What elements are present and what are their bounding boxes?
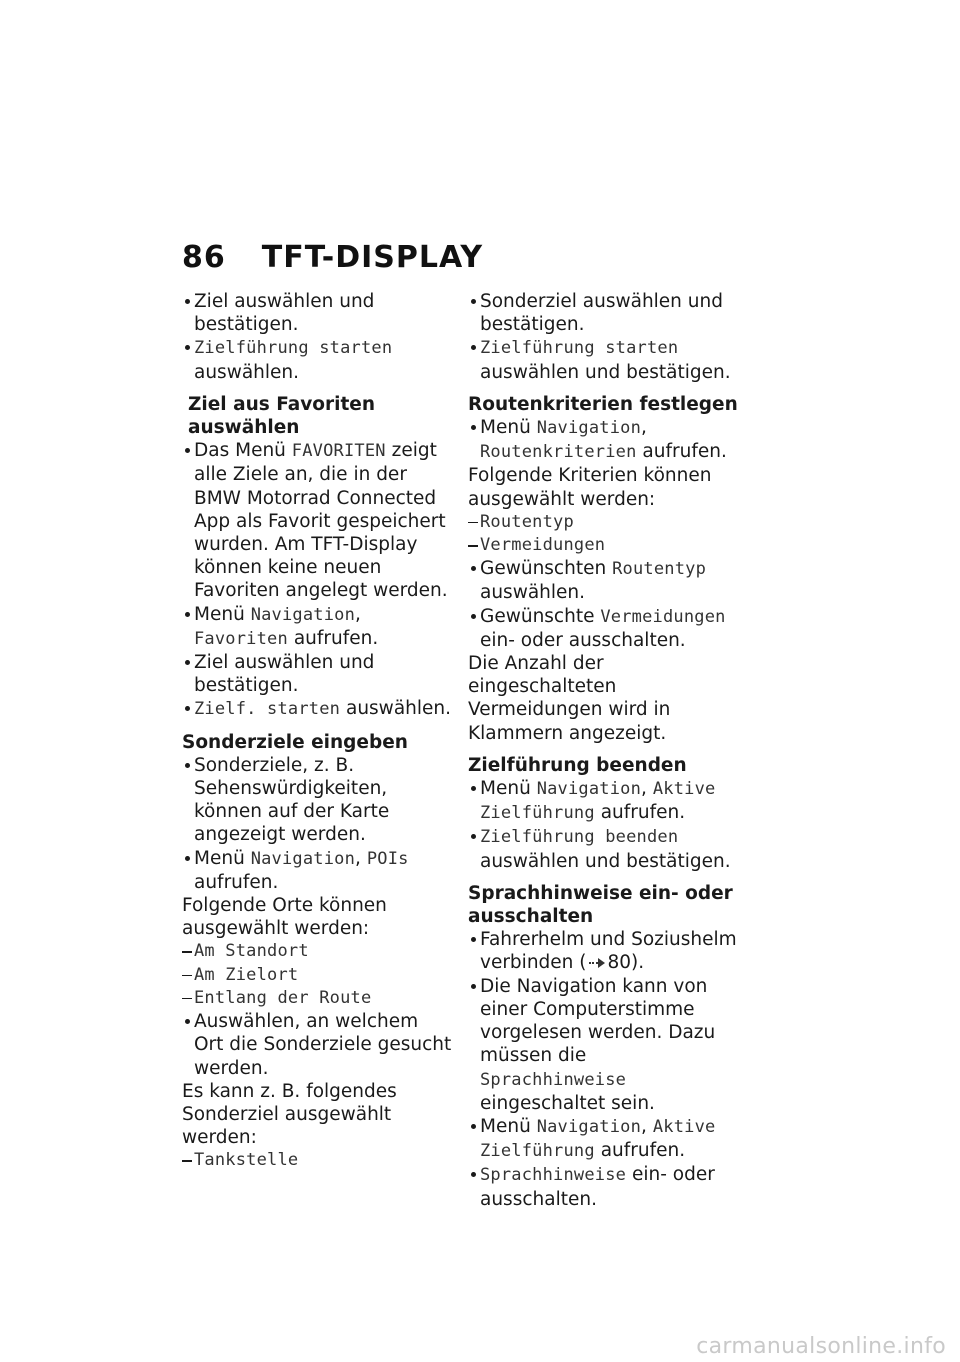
menu-term: Zielf. starten — [194, 699, 341, 720]
page-header — [182, 240, 483, 275]
list-item: Zielführung starten auswählen und bestätigen. — [468, 336, 738, 383]
list-item: Menü Navigation, Routenkriterien aufrufen. — [468, 416, 738, 464]
dash-item: Tankstelle — [182, 1149, 452, 1172]
dash-item: Routentyp — [468, 511, 738, 534]
menu-term: Sprachhinweise — [480, 1069, 627, 1090]
paragraph: Folgende Orte können ausgewählt werden: — [182, 895, 387, 940]
section-heading: Routenkriterien festlegen — [468, 393, 738, 415]
dash-item: Am Zielort — [182, 964, 452, 987]
section-heading: Ziel aus Favoriten auswählen — [188, 393, 376, 439]
page-reference: 80 — [607, 952, 632, 974]
page-title: TFT-DISPLAY — [261, 240, 484, 275]
page-reference-arrow-icon — [589, 957, 605, 969]
list-item: Menü Navigation, POIs aufrufen. — [182, 847, 452, 894]
list-item: Zielführung beenden auswählen und bestätigen. — [468, 825, 738, 872]
menu-term: Navigation — [536, 1116, 642, 1137]
menu-term: Vermeidungen — [600, 606, 726, 627]
menu-term: FAVORITEN — [291, 441, 386, 462]
list-item: Gewünschten Routentyp auswählen. — [468, 557, 738, 604]
page-number: 86 — [182, 240, 226, 275]
paragraph: Folgende Kriterien können ausgewählt werden: — [468, 465, 712, 510]
section-heading: Sprachhinweise ein- oder ausschalten — [468, 882, 733, 928]
paragraph: Die Anzahl der eingeschalteten Vermeidungen wird in Klammern angezeigt. — [468, 653, 671, 744]
list-item: Menü Navigation, Favoriten aufrufen. — [182, 603, 452, 651]
menu-term: Aktive Zielführung — [480, 1116, 716, 1162]
menu-term: Favoriten — [194, 628, 288, 649]
menu-term: Routentyp — [612, 559, 707, 580]
menu-term: Aktive Zielführung — [480, 779, 716, 824]
list-item: Die Navigation kann von einer Computerstimme vorgelesen werden. Dazu müssen die Sprachhinweise eingeschaltet sein. — [468, 975, 738, 1115]
list-item: Zielf. starten auswählen. — [182, 697, 452, 721]
menu-term: Zielführung starten — [480, 338, 679, 359]
menu-term: Zielführung starten — [194, 338, 393, 359]
list-item: Gewünschte Vermeidungen ein- oder ausschalten. — [468, 605, 738, 652]
dash-item: Vermeidungen — [468, 534, 738, 557]
section-heading: Zielführung beenden — [468, 754, 687, 776]
left-column — [182, 290, 452, 1173]
list-item: Ziel auswählen und bestätigen. — [182, 290, 452, 336]
list-item: Menü Navigation, Aktive Zielführung aufrufen. — [468, 1115, 738, 1163]
list-item: Zielführung starten auswählen. — [182, 336, 452, 383]
list-item: Das Menü FAVORITEN zeigt alle Ziele an, die in der BMW Motorrad Connected App als Favorit gespeichert wurden. Am TFT-Display können keine neuen Favoriten angelegt werden. — [182, 439, 452, 602]
list-item: Ziel auswählen und bestätigen. — [182, 651, 452, 697]
section-heading: Sonderziele eingeben — [182, 731, 408, 753]
menu-term: POIs — [366, 848, 409, 869]
list-item: Auswählen, an welchem Ort die Sonderziele gesucht werden. — [182, 1010, 452, 1080]
dash-item: Entlang der Route — [182, 987, 452, 1010]
menu-term: Navigation — [536, 779, 642, 800]
list-item: Sprachhinweise ein- oder ausschalten. — [468, 1163, 738, 1210]
menu-term: Navigation — [250, 604, 356, 625]
list-item: Menü Navigation, Aktive Zielführung aufrufen. — [468, 777, 738, 825]
menu-term: Routenkriterien — [480, 442, 637, 463]
watermark: carmanualsonline.info — [696, 1334, 946, 1359]
list-item: Fahrerhelm und Soziushelm verbinden ( 80). — [468, 928, 738, 974]
menu-term: Navigation — [250, 848, 356, 869]
menu-term: Sprachhinweise — [480, 1165, 627, 1186]
menu-term: Navigation — [536, 418, 642, 439]
menu-term: Zielführung beenden — [480, 827, 679, 848]
dash-item: Am Standort — [182, 940, 452, 963]
paragraph: Es kann z. B. folgendes Sonderziel ausgewählt werden: — [182, 1080, 397, 1149]
list-item: Sonderziele, z. B. Sehenswürdigkeiten, können auf der Karte angezeigt werden. — [182, 754, 452, 847]
list-item: Sonderziel auswählen und bestätigen. — [468, 290, 738, 336]
right-column — [468, 290, 738, 1211]
